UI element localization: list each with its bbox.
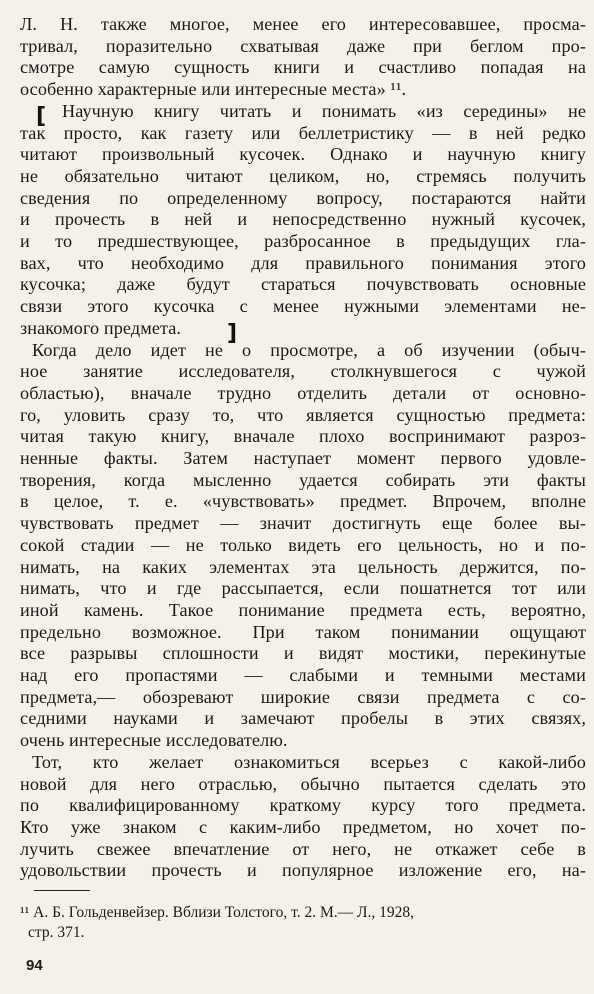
text-line: сокой стадии — не только видеть его цельность, но и по- (20, 534, 586, 555)
text-line: вах, что необходимо для правильного понимания этого (20, 252, 586, 273)
text-line: Научную книгу читать и понимать «из середины» не (62, 100, 586, 121)
text-line: предмета,— обозревают широкие связи предмета с со- (20, 686, 586, 707)
text-line: седними науками и замечают пробелы в этих связях, (20, 708, 586, 729)
text-line: читают произвольный кусочек. Однако и научную книгу (20, 144, 586, 165)
text-line: читая такую книгу, вначале плохо воспринимают разроз- (20, 426, 586, 447)
text-line: так просто, как газету или беллетристику — в ней редко (20, 122, 586, 143)
text-line: не обязательно читают целиком, но, стремясь получить (20, 165, 586, 186)
text-line: тривал, поразительно схватывая даже при беглом про- (20, 35, 586, 56)
text-line: Л. Н. также многое, менее его интересовавшее, просма- (20, 14, 586, 34)
book-page (20, 10, 586, 980)
text-line: нимать, на каких элементах эта цельность держится, по- (20, 556, 586, 577)
text-line: чувствовать предмет — значит достигнуть еще более вы- (20, 513, 586, 534)
text-line: предельно возможное. При таком понимании ощущают (20, 621, 586, 642)
text-line: кусочка; даже будут стараться почувствовать основные (20, 274, 586, 295)
text-line: иной камень. Такое понимание предмета есть, вероятно, (20, 599, 586, 620)
text-line: Тот, кто желает ознакомиться всерьез с какой-либо (32, 751, 586, 772)
text-line: Кто уже знаком с каким-либо предметом, но хочет по- (20, 816, 586, 837)
text-line: связи этого кусочка с менее нужными элементами не- (20, 296, 586, 317)
footnote: ¹¹ А. Б. Гольденвейзер. Вблизи Толстого, т. 2. М.— Л., 1928, (20, 904, 414, 921)
text-line: ненные факты. Затем наступает момент первого удовле- (20, 448, 586, 468)
text-line: знакомого предмета. (20, 317, 182, 338)
margin-bracket-close: ] (227, 321, 238, 346)
text-line: ное занятие исследователя, столкнувшегося с чужой (20, 361, 586, 382)
text-line: особенно характерные или интересные места» ¹¹. (20, 79, 407, 100)
text-line: областью), вначале трудно отделить детали от основно- (20, 382, 586, 403)
footnote-divider (34, 890, 90, 891)
text-line: лучить свежее впечатление от него, не откажет себе в (20, 838, 586, 859)
text-line: в целое, т. е. «чувствовать» предмет. Впрочем, вполне (20, 491, 586, 512)
text-line: все разрывы сплошности и видят мостики, перекинутые (20, 643, 586, 664)
text-line: очень интересные исследователю. (20, 730, 288, 751)
text-line: и то предшествующее, разбросанное в предыдущих гла- (20, 231, 586, 251)
text-line: сведения по определенному вопросу, постараются найти (20, 187, 586, 208)
text-line: новой для него отраслью, обычно пытается сделать это (20, 773, 586, 794)
text-line: над его пропастями — слабыми и темными местами (20, 665, 586, 685)
margin-bracket-open: [ (36, 104, 47, 129)
text-line: нимать, что и где рассыпается, если пошатнется тот или (20, 578, 586, 599)
text-line: Когда дело идет не о просмотре, а об изучении (обыч- (32, 339, 586, 360)
text-line: удовольствии прочесть и популярное изложение его, на- (20, 860, 586, 881)
text-line: го, уловить сразу то, что является сущностью предмета: (20, 404, 586, 425)
page-number: 94 (26, 957, 43, 974)
text-line: смотре самую сущность книги и счастливо попадая на (20, 57, 586, 78)
footnote-continuation: стр. 371. (28, 924, 85, 941)
text-line: и прочесть в ней и непосредственно нужный кусочек, (20, 209, 586, 230)
text-line: творения, когда мысленно удается собирать эти факты (20, 469, 586, 490)
text-line: по квалифицированному краткому курсу того предмета. (20, 795, 586, 816)
